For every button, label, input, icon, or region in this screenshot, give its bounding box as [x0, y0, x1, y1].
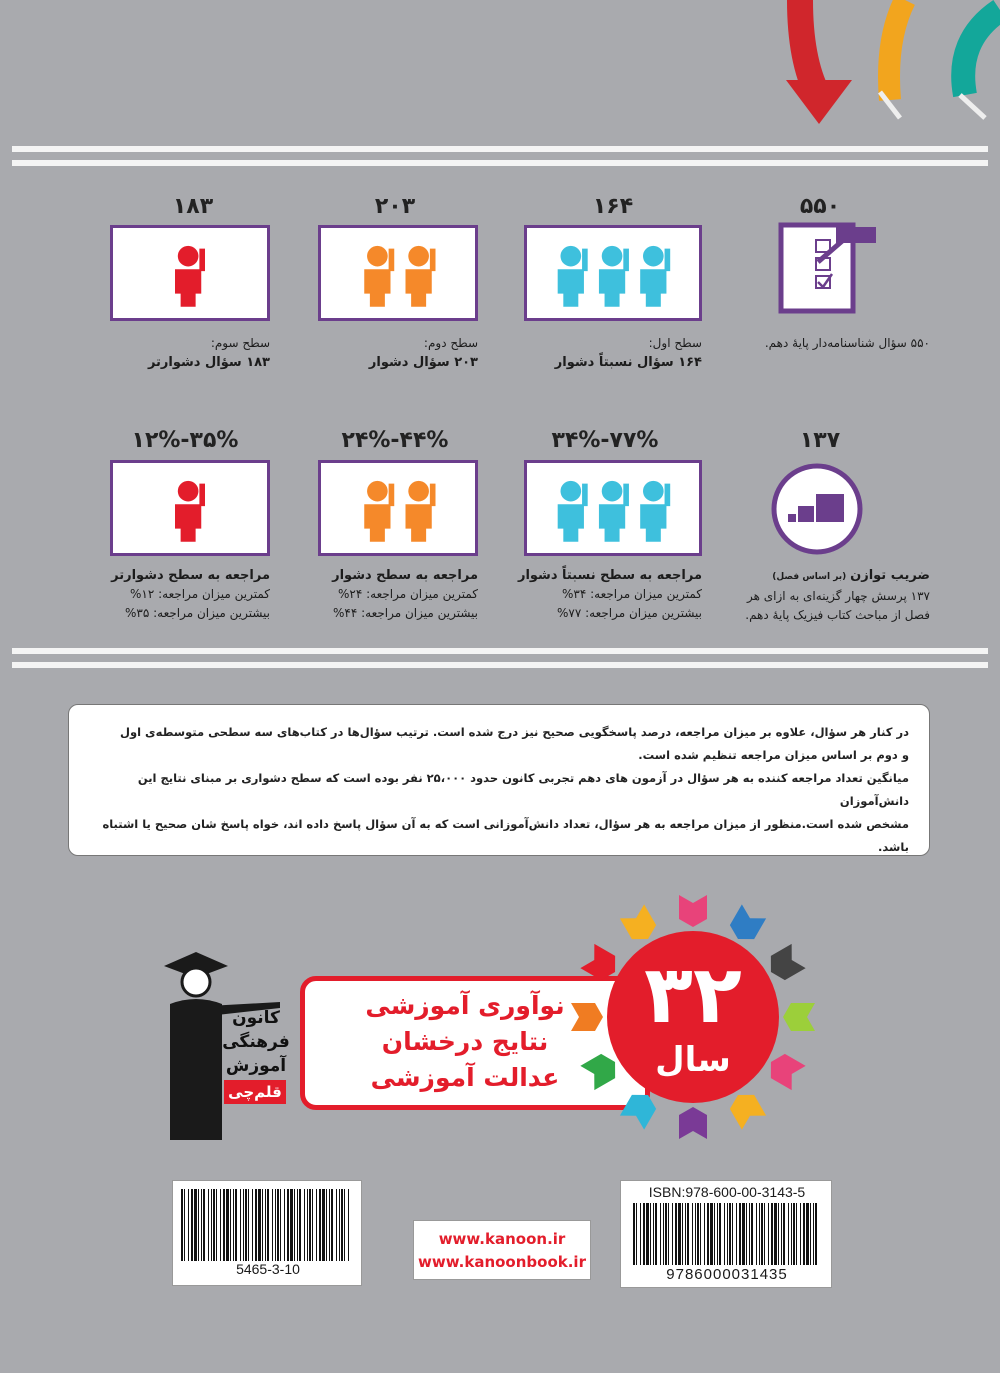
- isbn-label: ISBN:978-600-00-3143-5: [648, 1184, 806, 1200]
- stat-number: ۱۲%-۳۵%: [131, 428, 239, 453]
- barcode-digits: 9786000031435: [666, 1266, 788, 1283]
- stat-caption: سطح سوم: ۱۸۳ سؤال دشوارتر: [147, 336, 270, 370]
- note-paragraph: میانگین تعداد مراجعه کننده به هر سؤال در آزمون های دهم تجربی کانون حدود ۲۵،۰۰۰ نفر بوده است که سطح دشواری بر مبنای نتایج این دانش‌آموزان: [137, 771, 909, 808]
- barcode-digits: 5465-3-10: [236, 1261, 300, 1277]
- logo-line: کانون: [232, 1008, 280, 1028]
- divider-stripe: [12, 146, 988, 152]
- note-paragraph: مشخص شده است.منظور از میزان مراجعه به هر سؤال، تعداد دانش‌آموزانی است که به آن سؤال پاسخ داده اند، خواه پاسخ شان صحیح یا اشتباه باشد.: [102, 817, 909, 854]
- stat-caption: سطح اول: ۱۶۴ سؤال نسبتاً دشوار: [554, 336, 702, 370]
- badge-number: ۳۲: [644, 948, 742, 1041]
- logo-badge: قلم‌چی: [224, 1080, 286, 1104]
- badge-word: سال: [655, 1040, 731, 1080]
- balance-chart-icon: [770, 462, 864, 556]
- stat-caption: ضریب توازن (بر اساس فصل) ۱۳۷ پرسش چهار گزینه‌ای به ازای هر فصل از مباحث کتاب فیزیک پایهٔ دهم.: [745, 568, 930, 622]
- kanoon-logo: [150, 944, 290, 1144]
- note-paragraph: در کنار هر سؤال، علاوه بر میزان مراجعه، درصد پاسخگویی صحیح نیز درج شده است. ترتیب سؤال‌ها در کتاب‌های سه سطحی متوسطه‌ی اول: [119, 725, 909, 739]
- divider-stripe: [12, 662, 988, 668]
- students-level3-icon: [110, 225, 270, 321]
- website-link[interactable]: www.kanoonbook.ir: [418, 1253, 586, 1271]
- stat-number: ۱۳۷: [799, 428, 841, 453]
- students-level3-icon: [110, 460, 270, 556]
- slogan-line: نتایج درخشان: [381, 1027, 549, 1056]
- top-decoration: [0, 0, 1000, 140]
- students-level1-icon: [524, 225, 702, 321]
- code-barcode: [172, 1180, 362, 1286]
- slogan-line: نوآوری آموزشی: [365, 991, 565, 1020]
- website-link[interactable]: www.kanoon.ir: [438, 1230, 566, 1248]
- divider-stripe: [12, 160, 988, 166]
- barcode-bars: [633, 1203, 821, 1265]
- stat-number: ۱۸۳: [172, 194, 214, 219]
- stat-number: ۳۴%-۷۷%: [551, 428, 659, 453]
- checklist-icon: [778, 222, 884, 314]
- students-level1-icon: [524, 460, 702, 556]
- students-level2-icon: [318, 460, 478, 556]
- barcode-bars: [181, 1189, 353, 1261]
- stat-number: ۵۵۰: [799, 194, 841, 219]
- logo-line: فرهنگی: [222, 1032, 290, 1052]
- stat-number: ۲۴%-۴۴%: [341, 428, 449, 453]
- students-level2-icon: [318, 225, 478, 321]
- slogan-line: عدالت آموزشی: [370, 1063, 560, 1092]
- stat-caption: مراجعه به سطح دشوارتر کمترین میزان مراجعه: ۱۲% بیشترین میزان مراجعه: ۳۵%: [111, 568, 270, 620]
- note-box: [68, 704, 930, 856]
- isbn-barcode: [620, 1180, 832, 1288]
- website-box: [413, 1220, 591, 1280]
- stat-caption: ۵۵۰ سؤال شناسنامه‌دار پایهٔ دهم.: [764, 336, 930, 350]
- stat-caption: مراجعه به سطح دشوار کمترین میزان مراجعه: ۲۴% بیشترین میزان مراجعه: ۴۴%: [332, 568, 478, 620]
- stat-number: ۲۰۳: [374, 194, 416, 219]
- stat-number: ۱۶۴: [592, 194, 634, 219]
- anniversary-badge: [570, 894, 816, 1140]
- stat-caption: سطح دوم: ۲۰۳ سؤال دشوار: [368, 336, 478, 370]
- logo-line: آموزش: [225, 1056, 287, 1076]
- divider-stripe: [12, 648, 988, 654]
- note-paragraph: و دوم بر اساس میزان مراجعه تنظیم شده است.: [638, 748, 909, 762]
- stat-caption: مراجعه به سطح نسبتاً دشوار کمترین میزان مراجعه: ۳۴% بیشترین میزان مراجعه: ۷۷%: [517, 568, 702, 620]
